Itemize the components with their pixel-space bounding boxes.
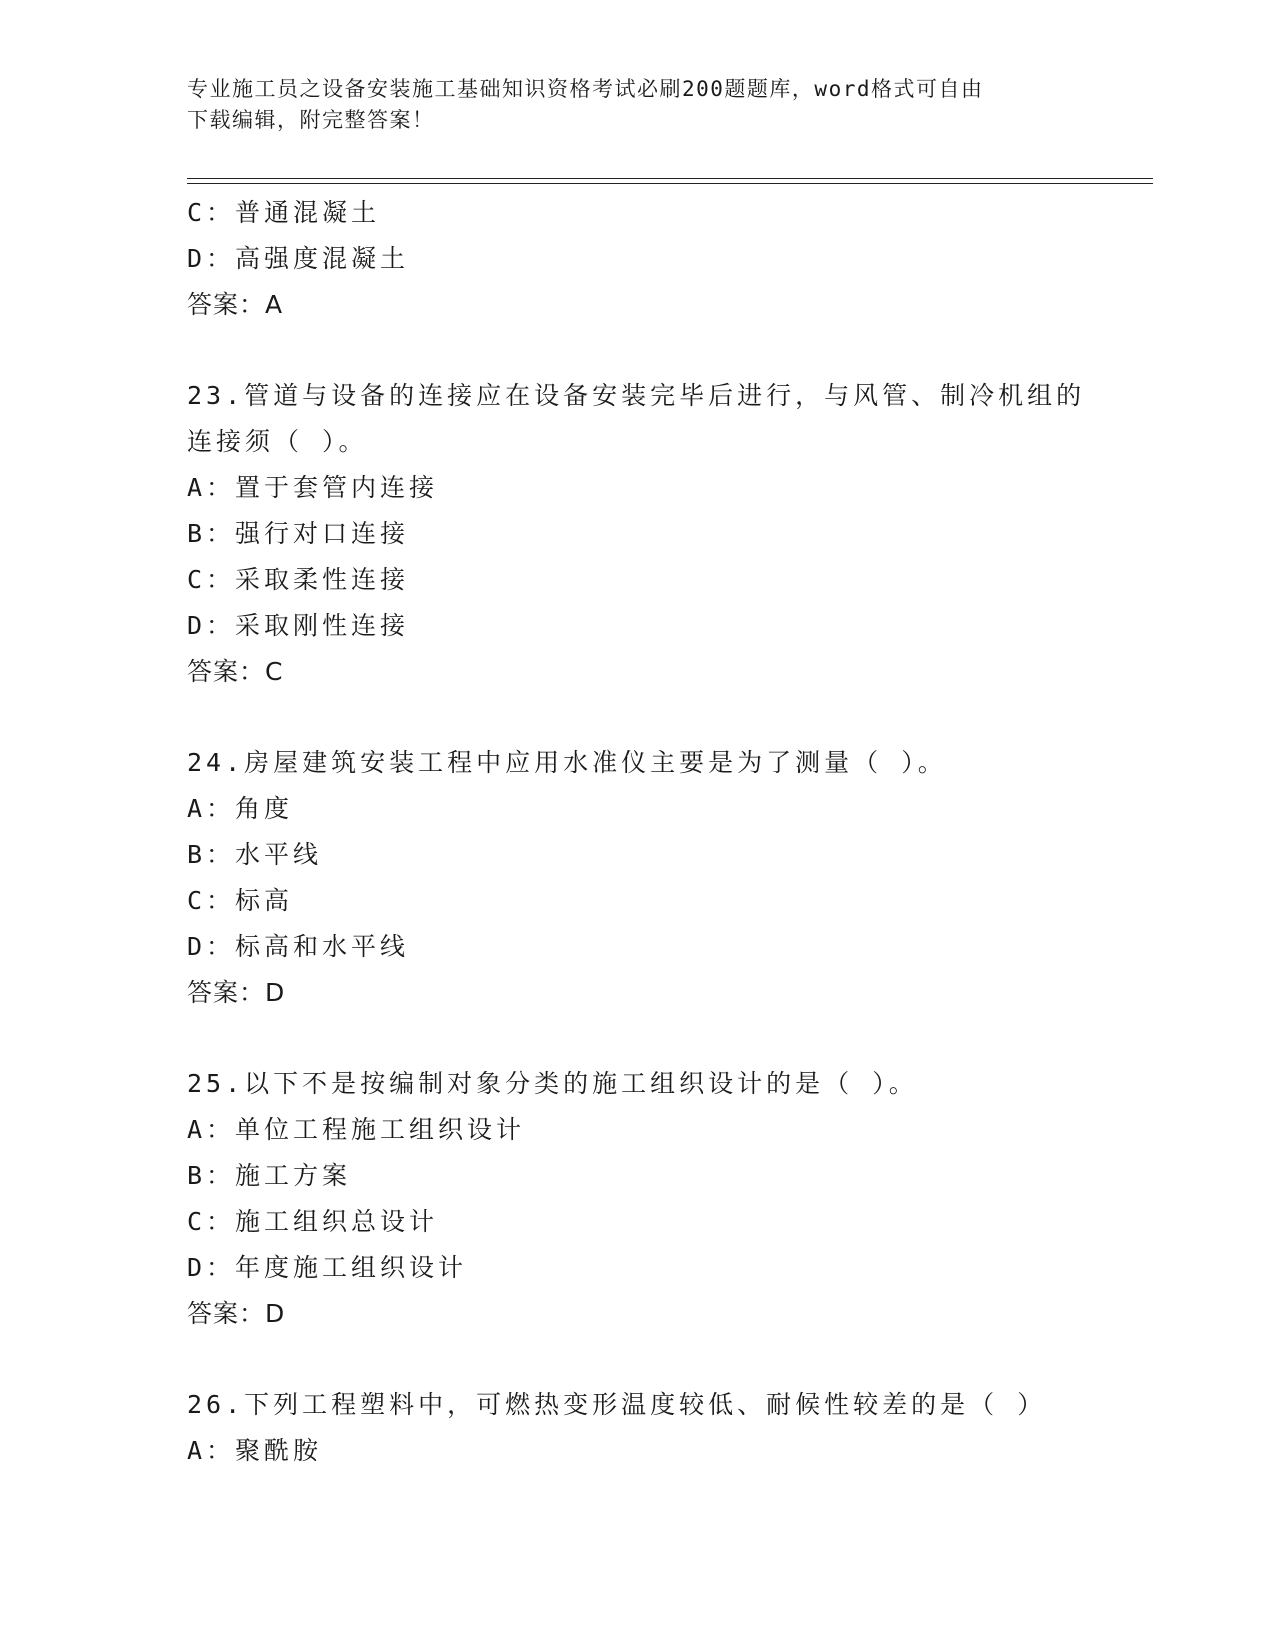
option-c: C：普通混凝土: [187, 198, 381, 227]
answer-line: 答案：A: [187, 290, 284, 319]
option-c: C：标高: [187, 886, 294, 915]
question-stem: 25.以下不是按编制对象分类的施工组织设计的是（ ）。: [187, 1069, 918, 1098]
question-stem: 26.下列工程塑料中，可燃热变形温度较低、耐候性较差的是（ ）: [187, 1390, 1047, 1419]
question-stem: 23.管道与设备的连接应在设备安装完毕后进行，与风管、制冷机组的: [187, 381, 1086, 410]
option-d: D：高强度混凝土: [187, 244, 410, 273]
option-a: A：聚酰胺: [187, 1436, 323, 1465]
spacer: [187, 328, 1147, 373]
option-c: C：采取柔性连接: [187, 565, 410, 594]
spacer: [187, 1016, 1147, 1061]
option-a: A：单位工程施工组织设计: [187, 1115, 526, 1144]
question-23: [187, 373, 1147, 695]
header-divider-bottom: [187, 183, 1153, 184]
question-list: [187, 190, 1147, 1474]
answer-line: 答案：C: [187, 657, 284, 686]
document-header: [187, 74, 1067, 136]
spacer: [187, 695, 1147, 740]
option-b: B：强行对口连接: [187, 519, 410, 548]
question-26: [187, 1382, 1147, 1474]
answer-line: 答案：D: [187, 1299, 286, 1328]
option-c: C：施工组织总设计: [187, 1207, 439, 1236]
header-line-1: 专业施工员之设备安装施工基础知识资格考试必刷200题题库，word格式可自由: [187, 77, 984, 101]
question-stem: 24.房屋建筑安装工程中应用水准仪主要是为了测量（ ）。: [187, 748, 947, 777]
question-22-remainder: [187, 190, 1147, 328]
option-d: D：标高和水平线: [187, 932, 410, 961]
option-a: A：角度: [187, 794, 294, 823]
header-line-2: 下载编辑，附完整答案！: [187, 108, 435, 132]
option-d: D：年度施工组织设计: [187, 1253, 468, 1282]
question-stem-continued: 连接须（ ）。: [187, 427, 368, 456]
question-25: [187, 1061, 1147, 1337]
spacer: [187, 1337, 1147, 1382]
question-24: [187, 740, 1147, 1016]
option-a: A：置于套管内连接: [187, 473, 439, 502]
option-d: D：采取刚性连接: [187, 611, 410, 640]
header-divider-top: [187, 178, 1153, 179]
answer-line: 答案：D: [187, 978, 286, 1007]
option-b: B：施工方案: [187, 1161, 352, 1190]
option-b: B：水平线: [187, 840, 323, 869]
